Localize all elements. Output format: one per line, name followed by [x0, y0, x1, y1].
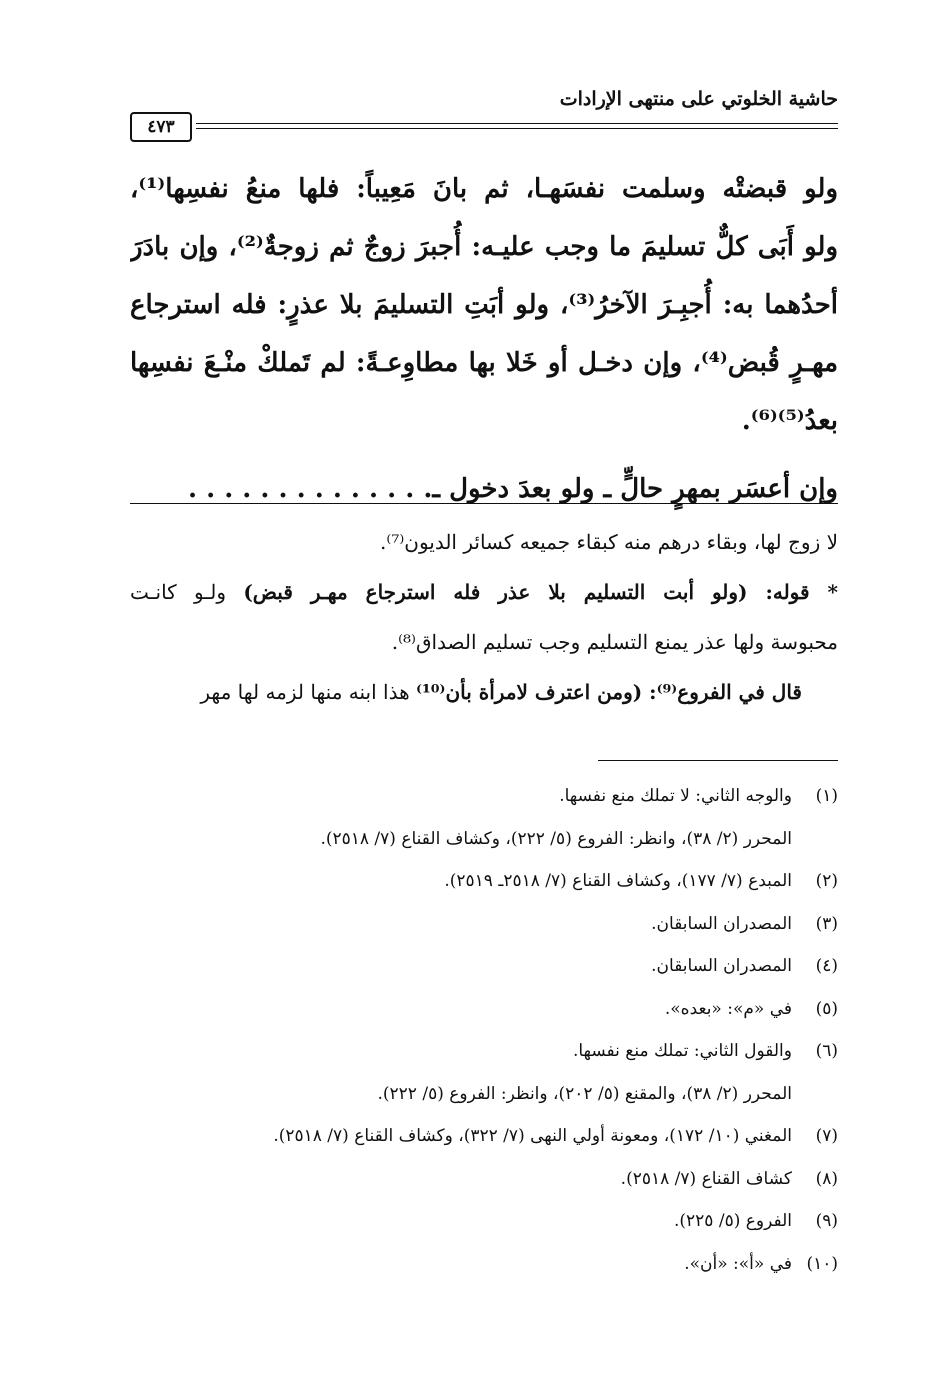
sharh-quote-lead: * قوله: (ولو أبت التسليم بلا عذر فله استرجاع مهـر قبض)	[243, 580, 838, 604]
footnote	[130, 860, 838, 903]
matn-line: ولو أَبَى كلٌّ تسليمَ ما وجب عليـه: أُجبرَ زوجٌ ثم زوجةٌ⁽²⁾، وإن بادَرَ	[130, 232, 838, 262]
footnote	[130, 903, 838, 946]
sharh-line: لا زوج لها، وبقاء درهم منه كبقاء جميعه كسائر الديون⁽⁷⁾.	[380, 530, 838, 554]
footnote-text: الفروع (٥/ ٢٢٥).	[673, 1211, 792, 1231]
footnotes	[130, 775, 838, 1285]
footnote-number: (٦)	[815, 1041, 838, 1061]
footnote-number: (١)	[815, 786, 838, 806]
footnote-number: (٣)	[815, 913, 838, 934]
footnote	[130, 945, 838, 988]
footnote-rule	[598, 760, 838, 761]
sharh-line	[130, 667, 838, 717]
footnote-text: في «أ»: «أن».	[684, 1253, 792, 1274]
page-number: ٤٧٣	[130, 112, 192, 142]
sharh-line: محبوسة ولها عذر يمنع التسليم وجب تسليم الصداق⁽⁸⁾.	[391, 630, 838, 654]
footnote-text: المصدران السابقان.	[651, 913, 792, 934]
footnote-number: (٩)	[815, 1211, 838, 1231]
sharh-commentary	[130, 517, 838, 717]
matn-sharh-divider	[130, 503, 838, 504]
footnote-continuation: المحرر (٢/ ٣٨)، وانظر: الفروع (٥/ ٢٢٢)، وكشاف القناع (٧/ ٢٥١٨).	[320, 828, 792, 849]
footnote	[130, 1243, 838, 1286]
matn-line: مهـرٍ قُبض⁽⁴⁾، وإن دخـل أو خَلا بها مطاوِعـةً: لم تَملكْ منْـعَ نفسِها	[130, 348, 838, 378]
footnote	[130, 1115, 838, 1158]
matn-line: بعدُ⁽⁵⁾⁽⁶⁾.	[741, 406, 838, 436]
sharh-line	[130, 567, 838, 617]
footnote-number: (٧)	[815, 1126, 838, 1146]
sharh-text: هذا ابنه منها لزمه لها مهر	[200, 680, 416, 704]
footnote-number: (٥)	[815, 998, 838, 1019]
running-title: حاشية الخلوتي على منتهى الإرادات	[559, 88, 838, 110]
footnote-number: (٤)	[815, 956, 838, 976]
footnote-text: والوجه الثاني: لا تملك منع نفسها.	[559, 786, 792, 806]
footnote	[130, 1158, 838, 1201]
footnote-number: (١٠)	[806, 1253, 838, 1274]
footnote	[130, 1200, 838, 1243]
footnote-text: في «م»: «بعده».	[664, 998, 792, 1019]
header-rule	[196, 128, 838, 129]
sharh-text: ولـو كانـت	[130, 580, 244, 604]
footnote-text: المغني (١٠/ ١٧٢)، ومعونة أولي النهى (٧/ ٣٢٢)، وكشاف القناع (٧/ ٢٥١٨).	[273, 1126, 792, 1146]
footnote-text: والقول الثاني: تملك منع نفسها.	[572, 1041, 792, 1061]
footnote-number: (٢)	[815, 871, 838, 891]
matn-text	[130, 160, 838, 518]
header-rule	[196, 123, 838, 124]
page-header	[130, 84, 838, 137]
footnote-text: كشاف القناع (٧/ ٢٥١٨).	[620, 1168, 792, 1189]
footnote	[130, 1030, 838, 1073]
footnote-continuation: المحرر (٢/ ٣٨)، والمقنع (٥/ ٢٠٢)، وانظر: الفروع (٥/ ٢٢٢).	[377, 1083, 792, 1104]
footnote-text: المبدع (٧/ ١٧٧)، وكشاف القناع (٧/ ٢٥١٨ـ ٢٥١٩).	[444, 871, 792, 891]
matn-line: أحدُهما به: أُجبِـرَ الآخرُ⁽³⁾، ولو أبَتِ التسليمَ بلا عذرٍ: فله استرجاع	[130, 290, 838, 320]
matn-continuation-line: وإن أعسَر بمهرٍ حالٍّ ـ ولو بعدَ دخول ـ. . . . . . . . . . . . . .	[188, 474, 838, 504]
footnote	[130, 775, 838, 818]
footnote-number: (٨)	[815, 1168, 838, 1189]
matn-line: ولو قبضتْه وسلمت نفسَهـا، ثم بانَ مَعِيباً: فلها منعُ نفسِها⁽¹⁾،	[130, 174, 838, 204]
footnote	[130, 988, 838, 1031]
footnote-text: المصدران السابقان.	[651, 956, 792, 976]
sharh-quote-lead: قال في الفروع⁽⁹⁾: (ومن اعترف لامرأة بأن⁽¹⁰⁾	[415, 680, 802, 704]
